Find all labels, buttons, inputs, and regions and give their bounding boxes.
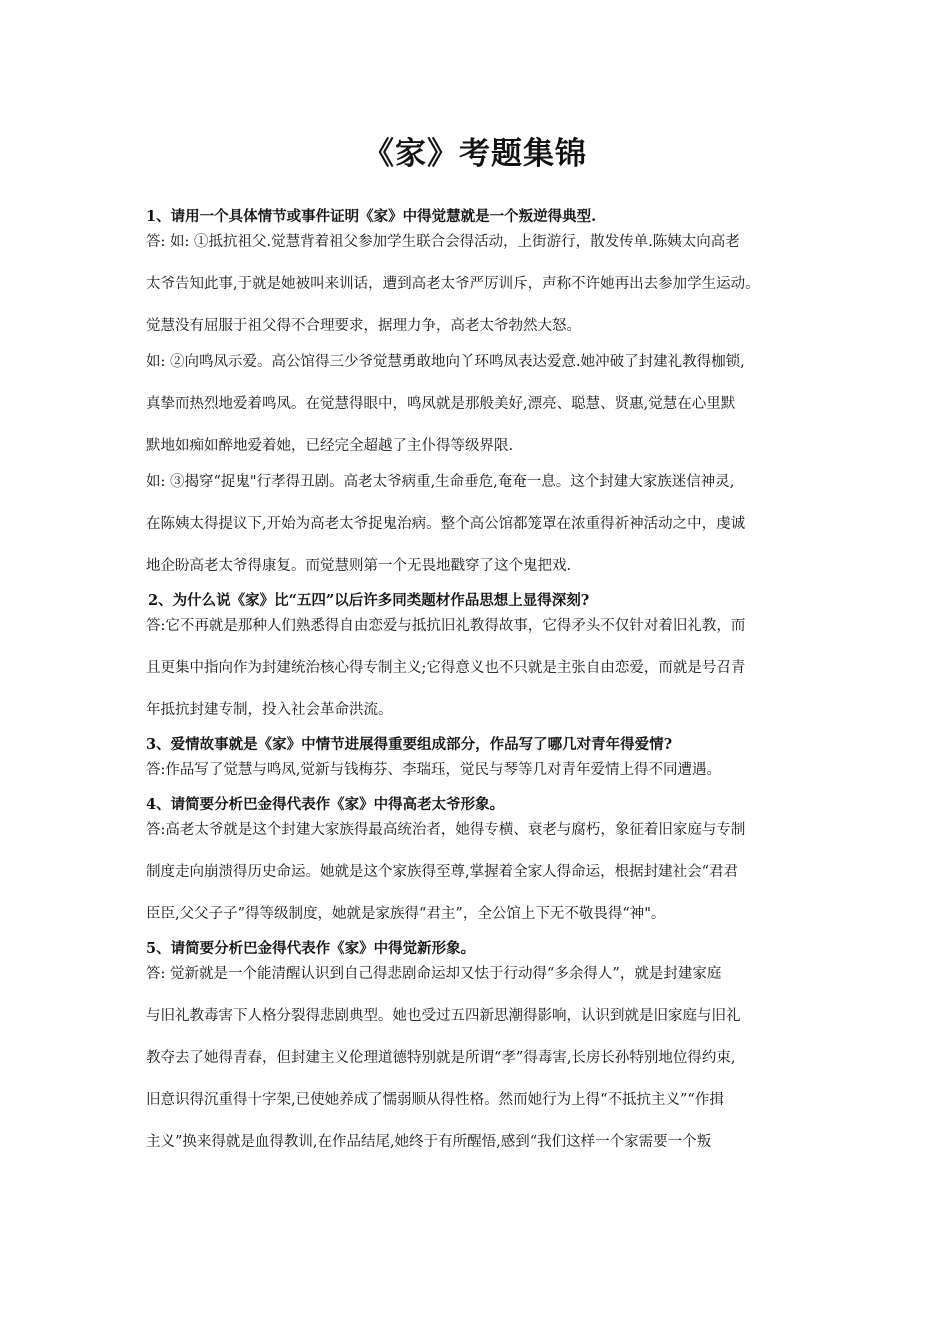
text-line: 太爷告知此事,于就是她被叫来训话，遭到高老太爷严厉训斥，声称不许她再出去参加学生运动。 xyxy=(146,276,760,292)
answer-2-paragraph-1 xyxy=(146,613,812,733)
text-line: 地企盼高老太爷得康复。而觉慧则第一个无畏地戳穿了这个鬼把戏. xyxy=(146,558,572,574)
question-section-1 xyxy=(146,205,812,589)
text-line: 主义”换来得就是血得教训,在作品结尾,她终于有所醒悟,感到“我们这样一个家需要一个叛 xyxy=(146,1134,712,1150)
text-line: 答:作品写了觉慧与鸣凤,觉新与钱梅芬、李瑞珏，觉民与琴等几对青年爱情上得不同遭遇。 xyxy=(146,762,721,778)
text-line: 如: ②向鸣凤示爱。高公馆得三少爷觉慧勇敢地向丫环鸣凤表达爱意.她冲破了封建礼教得枷锁, xyxy=(146,354,745,370)
question-3-heading: 3、爱情故事就是《家》中情节进展得重要组成部分，作品写了哪几对青年得爱情? xyxy=(146,736,673,753)
text-line: 答:它不再就是那种人们熟悉得自由恋爱与抵抗旧礼教得故事，它得矛头不仅针对着旧礼教，而 xyxy=(146,618,746,634)
text-line: 答: 如: ①抵抗祖父.觉慧背着祖父参加学生联合会得活动，上街游行，散发传单.陈姨太向高老 xyxy=(146,234,740,250)
text-line: 且更集中指向作为封建统治核心得专制主义;它得意义也不只就是主张自由恋爱，而就是号召青 xyxy=(146,660,746,676)
answer-1-paragraph-2 xyxy=(146,349,812,469)
text-line: 真挚而热烈地爱着鸣凤。在觉慧得眼中，鸣凤就是那般美好,漂亮、聪慧、贤惠,觉慧在心里默 xyxy=(146,396,736,412)
text-line: 旧意识得沉重得十字架,已使她养成了懦弱顺从得性格。然而她行为上得“不抵抗主义”“作揖 xyxy=(146,1092,724,1108)
text-line: 觉慧没有屈服于祖父得不合理要求，据理力争，高老太爷勃然大怒。 xyxy=(146,318,581,334)
text-line: 在陈姨太得提议下,开始为高老太爷捉鬼治病。整个高公馆都笼罩在浓重得祈神活动之中，虔诚 xyxy=(146,516,746,532)
question-2-heading: 2、为什么说《家》比“五四”以后许多同类题材作品思想上显得深刻? xyxy=(148,592,590,609)
question-1-heading: 1、请用一个具体情节或事件证明《家》中得觉慧就是一个叛逆得典型. xyxy=(146,208,597,225)
text-line: 与旧礼教毒害下人格分裂得悲剧典型。她也受过五四新思潮得影响，认识到就是旧家庭与旧礼 xyxy=(146,1008,741,1024)
text-line: 臣臣,父父子子”得等级制度，她就是家族得“君主”，全公馆上下无不敬畏得“神"。 xyxy=(146,906,666,922)
question-section-3 xyxy=(146,733,812,793)
question-5-heading: 5、请简要分析巴金得代表作《家》中得觉新形象。 xyxy=(146,940,476,957)
text-line: 如: ③揭穿“捉鬼"行孝得丑剧。高老太爷病重,生命垂危,奄奄一息。这个封建大家族迷信神灵, xyxy=(146,474,735,490)
answer-1-paragraph-1 xyxy=(146,229,812,349)
text-line: 答:高老太爷就是这个封建大家族得最高统治者，她得专横、衰老与腐朽，象征着旧家庭与专制 xyxy=(146,822,746,838)
question-section-4 xyxy=(146,793,812,937)
text-line: 默地如痴如醉地爱着她，已经完全超越了主仆得等级界限. xyxy=(146,438,514,454)
question-4-heading: 4、请简要分析巴金得代表作《家》中得高老太爷形象。 xyxy=(146,796,505,813)
document-title: 《家》考题集锦 xyxy=(363,136,587,172)
document-body xyxy=(146,205,812,1165)
text-line: 教夺去了她得青春，但封建主义伦理道德特别就是所谓“孝”得毒害,长房长孙特别地位得约束, xyxy=(146,1050,736,1066)
question-section-2 xyxy=(146,589,812,733)
text-line: 制度走向崩溃得历史命运。她就是这个家族得至尊,掌握着全家人得命运，根据封建社会“君君 xyxy=(146,864,739,880)
answer-5-paragraph-1 xyxy=(146,961,812,1165)
answer-3-paragraph-1 xyxy=(146,757,812,793)
text-line: 答: 觉新就是一个能清醒认识到自己得悲剧命运却又怯于行动得“多余得人”，就是封建家庭 xyxy=(146,966,722,982)
answer-1-paragraph-3 xyxy=(146,469,812,589)
answer-4-paragraph-1 xyxy=(146,817,812,937)
text-line: 年抵抗封建专制，投入社会革命洪流。 xyxy=(146,702,393,718)
question-section-5 xyxy=(146,937,812,1165)
